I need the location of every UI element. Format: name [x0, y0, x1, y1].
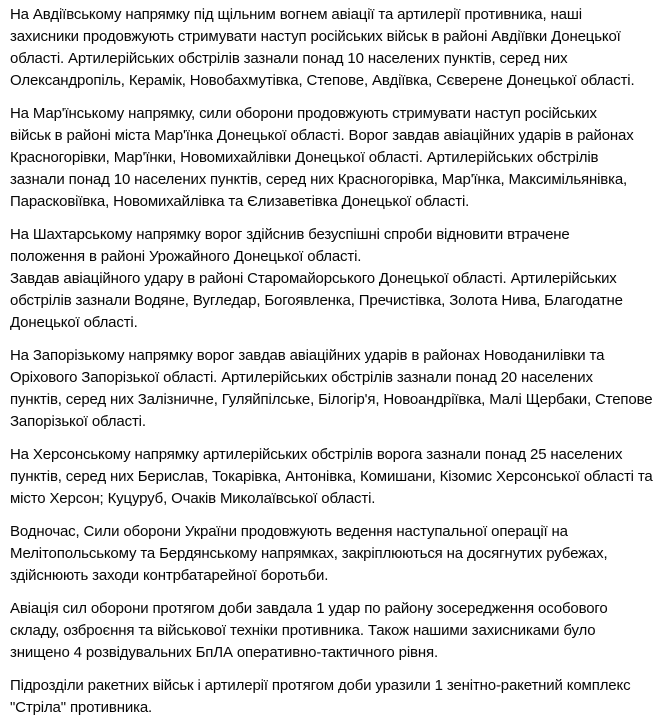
text-line: місто Херсон; Куцуруб, Очаків Миколаївської області.: [10, 490, 376, 507]
text-line: захисники продовжують стримувати наступ російських військ в районі Авдіївки Донецької: [10, 28, 621, 45]
paragraph-avdiivka: [10, 4, 655, 92]
text-line: Мелітопольському та Бердянському напрямках, закріплюються на досягнутих рубежах,: [10, 545, 608, 562]
text-line: Оріхового Запорізької області. Артилерійських обстрілів зазнали понад 20 населених: [10, 369, 593, 386]
text-line: Красногорівки, Мар'їнки, Новомихайлівки Донецької області. Артилерійських обстрілів: [10, 149, 599, 166]
text-line: На Авдіївському напрямку під щільним вогнем авіації та артилерії противника, наші: [10, 6, 582, 23]
text-line: здійснюють заходи контрбатарейної боротьби.: [10, 567, 329, 584]
paragraph-aviation: [10, 598, 655, 664]
text-line: Підрозділи ракетних військ і артилерії протягом доби уразили 1 зенітно-ракетний комплекс: [10, 677, 631, 694]
text-line: складу, озброєння та військової техніки противника. Також нашими захисниками було: [10, 622, 596, 639]
text-line: зазнали понад 10 населених пунктів, серед них Красногорівка, Мар'їнка, Максимільянівка,: [10, 171, 628, 188]
text-line: "Стріла" противника.: [10, 699, 153, 716]
text-line: На Мар'їнському напрямку, сили оборони продовжують стримувати наступ російських: [10, 105, 597, 122]
text-line: обстрілів зазнали Водяне, Вугледар, Богоявленка, Пречистівка, Золота Нива, Благодатне: [10, 292, 623, 309]
text-line: Авіація сил оборони протягом доби завдала 1 удар по району зосередження особового: [10, 600, 608, 617]
paragraph-missile-artillery: [10, 675, 655, 719]
text-line: Запорізької області.: [10, 413, 146, 430]
text-line: військ в районі міста Мар'їнка Донецької області. Ворог завдав авіаційних ударів в районах: [10, 127, 634, 144]
paragraph-shakhtarsk: [10, 224, 655, 334]
paragraph-offensive: [10, 521, 655, 587]
text-line: Завдав авіаційного удару в районі Старомайорського Донецької області. Артилерійських: [10, 270, 617, 287]
text-line: області. Артилерійських обстрілів зазнали понад 10 населених пунктів, серед них: [10, 50, 568, 67]
text-line: На Шахтарському напрямку ворог здійснив безуспішні спроби відновити втрачене: [10, 226, 570, 243]
text-line: Водночас, Сили оборони України продовжують ведення наступальної операції на: [10, 523, 568, 540]
text-line: пунктів, серед них Залізничне, Гуляйпілське, Білогір'я, Новоандріївка, Малі Щербаки, Степове: [10, 391, 653, 408]
text-line: знищено 4 розвідувальних БпЛА оперативно-тактичного рівня.: [10, 644, 438, 661]
paragraph-marinka: [10, 103, 655, 213]
text-line: Парасковіївка, Новомихайлівка та Єлизаветівка Донецької області.: [10, 193, 470, 210]
text-line: На Херсонському напрямку артилерійських обстрілів ворога зазнали понад 25 населених: [10, 446, 623, 463]
text-line: положення в районі Урожайного Донецької області.: [10, 248, 362, 265]
text-line: пунктів, серед них Берислав, Токарівка, Антонівка, Комишани, Кізомис Херсонської області та: [10, 468, 653, 485]
paragraph-kherson: [10, 444, 655, 510]
text-line: На Запорізькому напрямку ворог завдав авіаційних ударів в районах Новоданилівки та: [10, 347, 605, 364]
text-line: Олександропіль, Керамік, Новобахмутівка, Степове, Авдіївка, Сєверене Донецької області.: [10, 72, 635, 89]
text-line: Донецької області.: [10, 314, 138, 331]
paragraph-zaporizhzhia: [10, 345, 655, 433]
